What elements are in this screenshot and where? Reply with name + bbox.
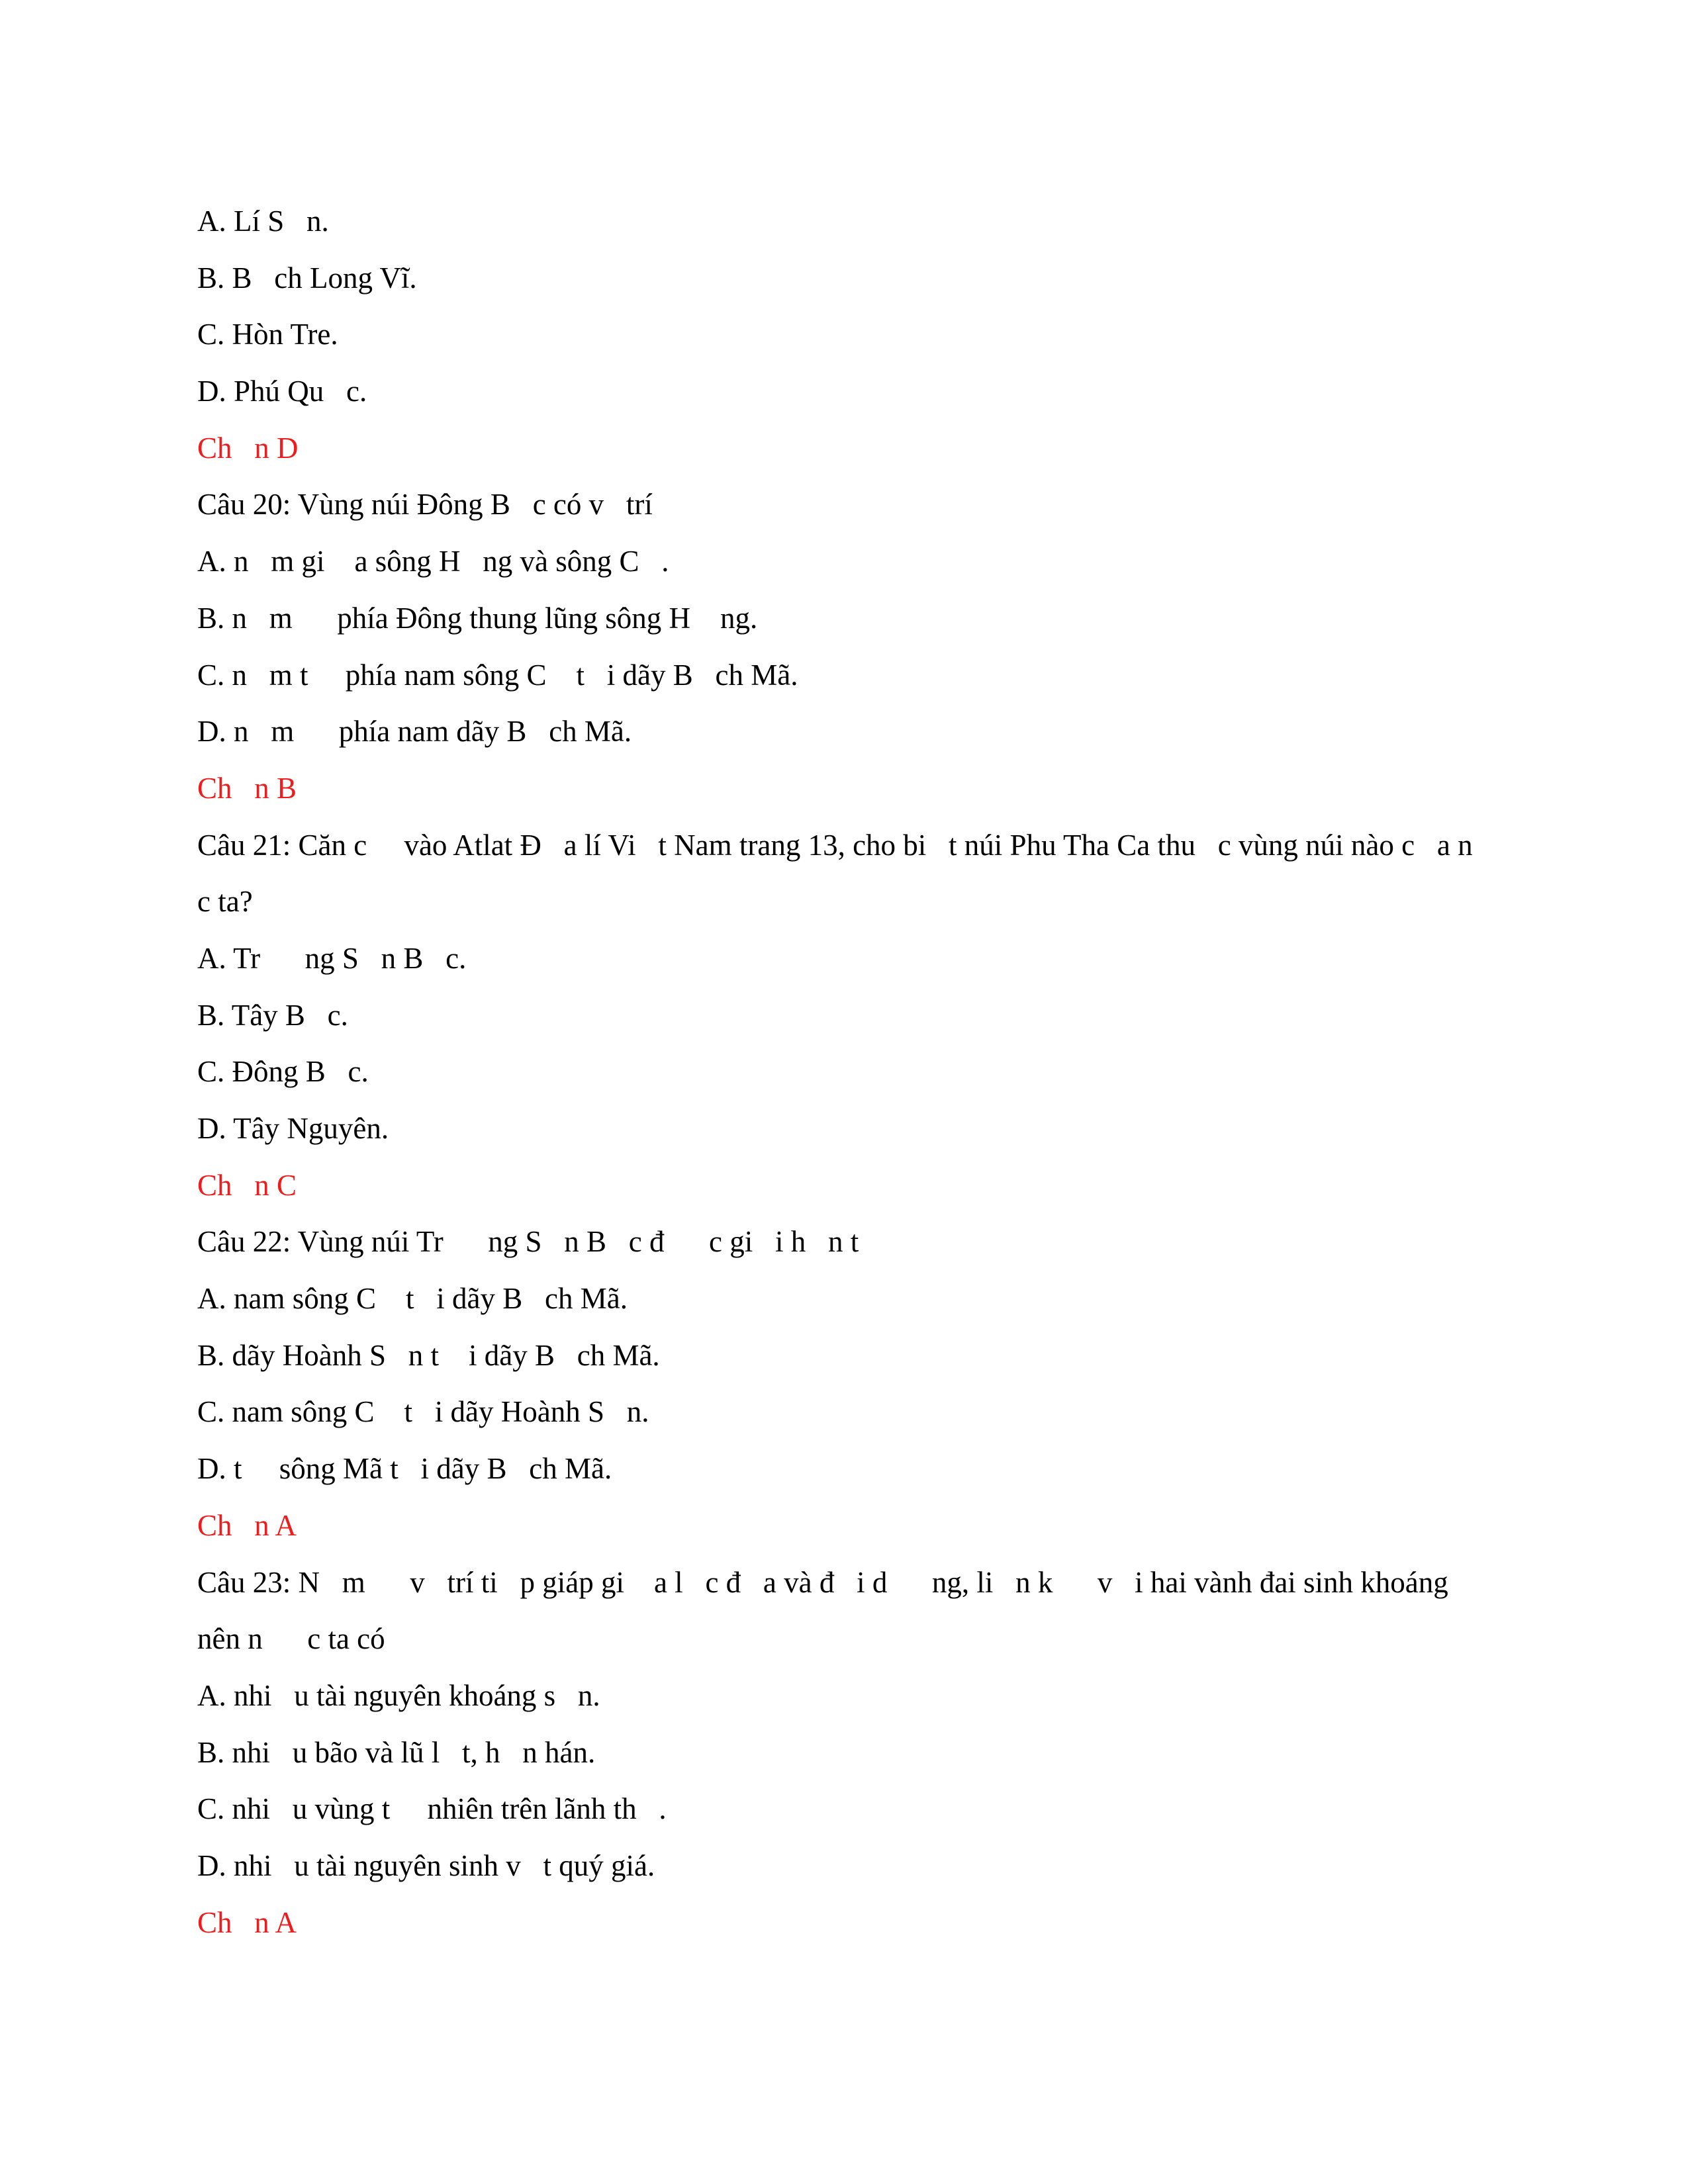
question-block-23 [197,1555,1495,1952]
option-c: C. Đông B c. [197,1055,369,1089]
option-c: C. Hòn Tre. [197,318,338,351]
option-d: D. nhi u tài nguyên sinh v t quý giá. [197,1849,655,1882]
option-b: B. Tây B c. [197,998,348,1032]
option-b: B. B ch Long Vĩ. [197,261,417,295]
option-d: D. Tây Nguyên. [197,1112,389,1146]
question-block-22 [197,1214,1495,1554]
option-a: A. Tr ng S n B c. [197,941,467,975]
question-block-20 [197,477,1495,817]
option-c: C. nhi u vùng t nhiên trên lãnh th . [197,1792,667,1826]
answer-line: Ch n A [197,1905,297,1939]
option-c: C. n m t phía nam sông C t i dãy B ch Mã. [197,658,798,692]
option-b: B. nhi u bão và lũ l t, h n hán. [197,1735,596,1769]
question-text: Câu 21: Căn c vào Atlat Đ a lí Vi t Nam trang 13, cho bi t núi Phu Tha Ca thu c vùng núi nào c a n c ta? [197,828,1518,919]
option-b: B. n m phía Đông thung lũng sông H ng. [197,601,758,635]
option-a: A. nam sông C t i dãy B ch Mã. [197,1282,628,1316]
document-body [197,193,1518,1951]
question-text: Câu 23: N m v trí ti p giáp gi a l c đ a và đ i d ng, li n k v i hai vành đai sinh khoáng nên n c ta có [197,1565,1456,1656]
option-d: D. t sông Mã t i dãy B ch Mã. [197,1452,612,1486]
option-c: C. nam sông C t i dãy Hoành S n. [197,1395,649,1429]
question-text: Câu 20: Vùng núi Đông B c có v trí [197,488,653,522]
question-block-19 [197,193,1495,477]
option-d: D. Phú Qu c. [197,375,367,408]
question-block-21 [197,817,1518,1214]
answer-line: Ch n C [197,1168,297,1202]
option-b: B. dãy Hoành S n t i dãy B ch Mã. [197,1338,660,1372]
option-a: A. Lí S n. [197,205,329,238]
answer-line: Ch n B [197,771,297,805]
option-a: A. n m gi a sông H ng và sông C . [197,545,669,578]
answer-line: Ch n A [197,1508,297,1542]
option-a: A. nhi u tài nguyên khoáng s n. [197,1678,600,1712]
answer-line: Ch n D [197,431,299,465]
option-d: D. n m phía nam dãy B ch Mã. [197,715,632,749]
question-text: Câu 22: Vùng núi Tr ng S n B c đ c gi i h n t [197,1225,859,1259]
